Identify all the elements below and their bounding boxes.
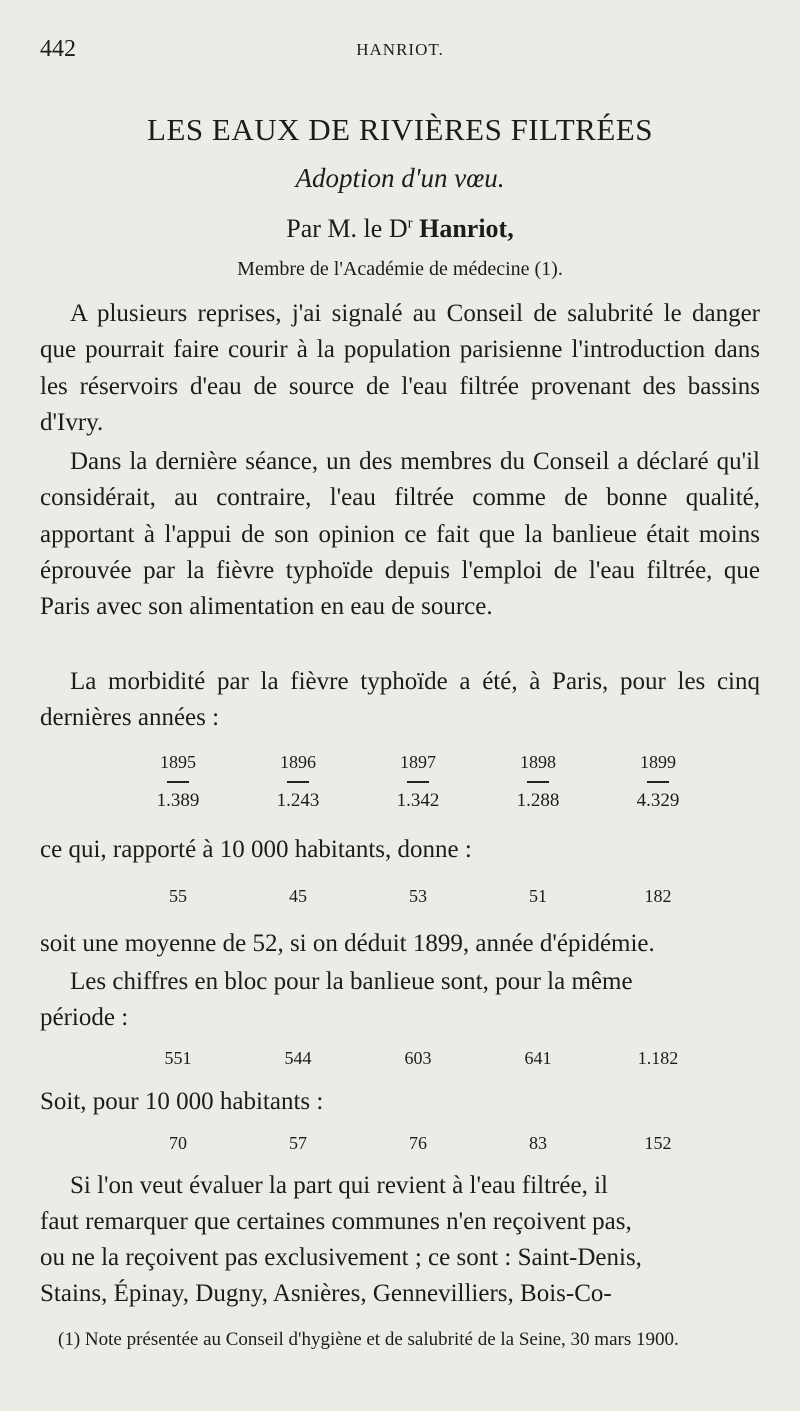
table-cell: 182 [644, 886, 672, 906]
table-cell: 55 [169, 886, 187, 906]
table-cell: 45 [289, 886, 307, 906]
table-cell: 83 [529, 1133, 547, 1153]
table-cell: 1.389 [156, 790, 200, 811]
paragraph-1: A plusieurs reprises, j'ai signalé au Conseil de salubrité le danger que pourrait faire courir à la population parisienne l'introduction dans les réservoirs d'eau de source de l'eau filtrée provenant des bassins d'Ivry. [40, 300, 760, 436]
banlieue-per-10000-row [118, 1133, 718, 1154]
table-cell: 603 [404, 1048, 432, 1068]
table-cell: 70 [169, 1133, 187, 1153]
years-row [118, 752, 718, 773]
text-line: Si l'on veut évaluer la part qui revient à l'eau filtrée, il [70, 1172, 608, 1199]
table-cell: 551 [164, 1048, 192, 1068]
author-affiliation: Membre de l'Académie de médecine (1). [237, 258, 563, 280]
banlieue-cases-row [118, 1048, 718, 1069]
running-title: HANRIOT. [356, 40, 444, 59]
table-cell: 51 [529, 886, 547, 906]
paragraph-3: La morbidité par la fièvre typhoïde a été, à Paris, pour les cinq dernières années : [40, 668, 760, 732]
table-cell: 1.342 [396, 790, 440, 811]
page-number: 442 [40, 36, 76, 62]
table-cell: 76 [409, 1133, 427, 1153]
paragraph-2: Dans la dernière séance, un des membres du Conseil a déclaré qu'il considérait, au contraire, l'eau filtrée comme de bonne qualité, apportant à l'appui de son opinion ce fait que la banlieue était moins éprouvée par la fièvre typhoïde depuis l'emploi de l'eau filtrée, que Paris avec son alimentation en eau de source. [40, 448, 760, 621]
table-cell: 4.329 [636, 790, 680, 811]
table-cell: 57 [289, 1133, 307, 1153]
year-cell: 1896 [280, 752, 316, 772]
paris-cases-row [118, 790, 718, 812]
paris-per-10000-row [118, 886, 718, 907]
table-cell: 641 [524, 1048, 552, 1068]
table-cell: 53 [409, 886, 427, 906]
text-line: Soit, pour 10 000 habitants : [40, 1088, 324, 1115]
table-cell: 1.182 [637, 1048, 679, 1068]
dash [527, 781, 549, 783]
text-line: ou ne la reçoivent pas exclusivement ; ce sont : Saint-Denis, [40, 1244, 642, 1271]
article-title: LES EAUX DE RIVIÈRES FILTRÉES [147, 112, 653, 147]
year-cell: 1898 [520, 752, 556, 772]
dash [647, 781, 669, 783]
byline-prefix: Par M. le D [286, 214, 408, 243]
text-line: Stains, Épinay, Dugny, Asnières, Gennevilliers, Bois-Co- [40, 1280, 612, 1307]
table-cell: 152 [644, 1133, 672, 1153]
byline-sup: r [407, 215, 413, 232]
text-line: ce qui, rapporté à 10 000 habitants, donne : [40, 836, 472, 863]
table-cell: 544 [284, 1048, 312, 1068]
dash [287, 781, 309, 783]
dash [167, 781, 189, 783]
text-line: période : [40, 1004, 129, 1031]
year-cell: 1899 [640, 752, 676, 772]
table-cell: 1.243 [276, 790, 320, 811]
text-line: Les chiffres en bloc pour la banlieue sont, pour la même [70, 968, 633, 995]
year-cell: 1897 [400, 752, 436, 772]
year-dash-row [118, 781, 718, 783]
text-line: soit une moyenne de 52, si on déduit 1899, année d'épidémie. [40, 930, 655, 957]
table-cell: 1.288 [516, 790, 560, 811]
article-subtitle: Adoption d'un vœu. [295, 163, 505, 193]
byline [0, 214, 800, 244]
footnote: (1) Note présentée au Conseil d'hygiène et de salubrité de la Seine, 30 mars 1900. [58, 1329, 679, 1350]
text-line: faut remarquer que certaines communes n'en reçoivent pas, [40, 1208, 632, 1235]
year-cell: 1895 [160, 752, 196, 772]
author-name: Hanriot, [419, 214, 514, 243]
dash [407, 781, 429, 783]
